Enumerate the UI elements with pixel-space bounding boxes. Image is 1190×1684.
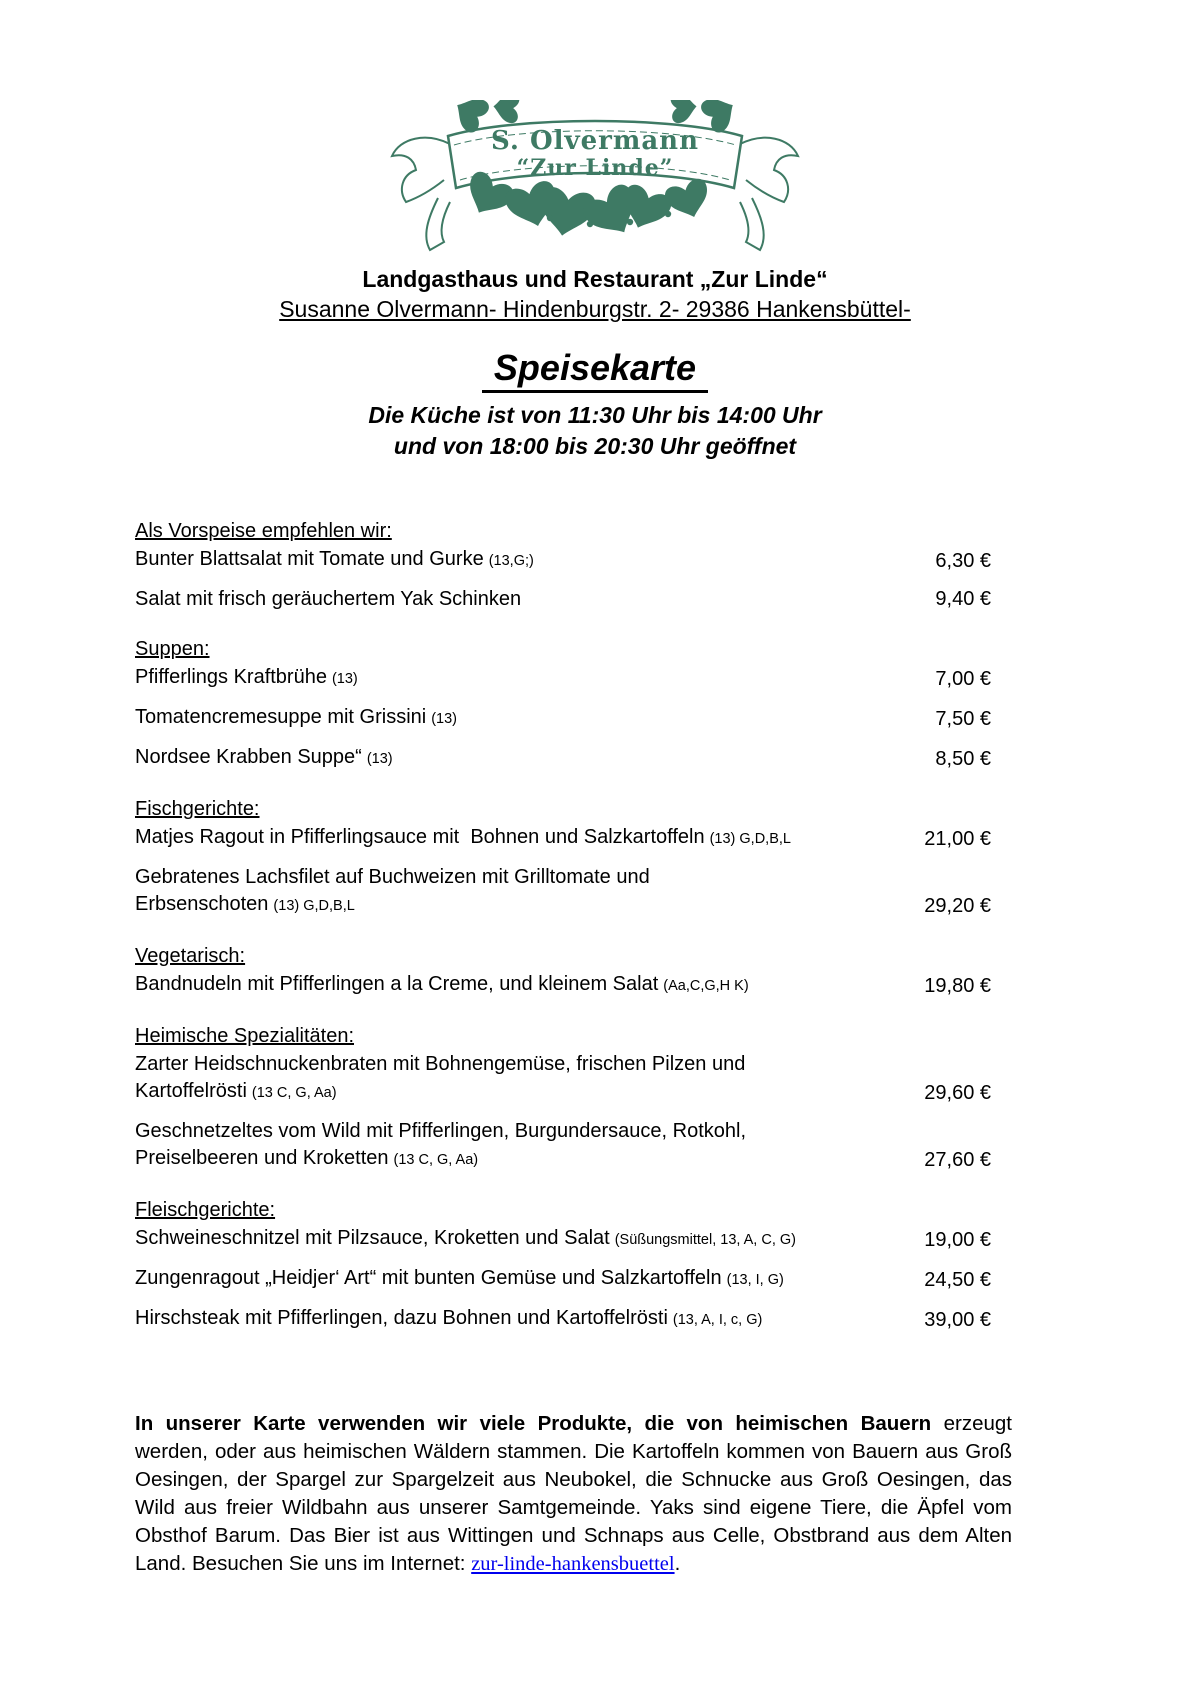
menu-section — [135, 518, 991, 613]
item-line-main: Matjes Ragout in Pfifferlingsauce mit Bohnen und Salzkartoffeln — [135, 826, 705, 848]
item-line — [135, 891, 896, 920]
opening-hours-line1: Die Küche ist von 11:30 Uhr bis 14:00 Uhr — [368, 402, 822, 428]
item-text — [135, 971, 896, 1000]
footer-paragraph — [135, 1410, 1012, 1578]
item-price: 9,40 € — [935, 588, 991, 610]
menu-item-row — [135, 586, 991, 613]
section-heading: Als Vorspeise empfehlen wir: — [135, 520, 392, 542]
restaurant-name: Landgasthaus und Restaurant „Zur Linde“ — [362, 266, 828, 292]
section-items — [135, 1225, 991, 1334]
menu-item-row — [135, 546, 991, 575]
item-allergen-note: (13, A, I, c, G) — [672, 1312, 763, 1328]
item-line-main: Pfifferlings Kraftbrühe — [135, 666, 327, 688]
item-line — [135, 1051, 896, 1078]
item-allergen-note: (13,G;) — [488, 553, 534, 569]
menu-item-row — [135, 744, 991, 773]
item-price: 29,60 € — [924, 1082, 991, 1104]
item-allergen-note: (13, I, G) — [726, 1272, 784, 1288]
item-price: 7,50 € — [935, 708, 991, 730]
item-price: 6,30 € — [935, 550, 991, 572]
item-text — [135, 1265, 896, 1294]
header — [0, 264, 1190, 462]
menu-section — [135, 636, 991, 773]
item-line-main: Schweineschnitzel mit Pilzsauce, Kroketten und Salat — [135, 1227, 610, 1249]
item-text — [135, 1305, 896, 1334]
logo-name-text: S. Olvermann — [491, 126, 699, 156]
menu-section — [135, 943, 991, 1000]
menu-sections — [135, 518, 991, 1334]
menu-item-row — [135, 864, 991, 920]
item-allergen-note: (13 C, G, Aa) — [251, 1085, 337, 1101]
item-line — [135, 824, 896, 853]
website-link[interactable]: zur-linde-hankensbuettel — [471, 1553, 675, 1575]
address-line: Susanne Olvermann- Hindenburgstr. 2- 29386 Hankensbüttel- — [279, 296, 911, 322]
menu-section — [135, 796, 991, 920]
item-price: 19,80 € — [924, 975, 991, 997]
section-items — [135, 546, 991, 613]
item-text — [135, 704, 896, 733]
menu-item-row — [135, 664, 991, 693]
section-heading: Vegetarisch: — [135, 945, 246, 967]
menu-section — [135, 1197, 991, 1334]
item-line — [135, 1225, 896, 1254]
section-heading: Heimische Spezialitäten: — [135, 1025, 354, 1047]
item-price: 39,00 € — [924, 1309, 991, 1331]
item-price: 19,00 € — [924, 1229, 991, 1251]
item-allergen-note: (13 C, G, Aa) — [393, 1152, 479, 1168]
item-line — [135, 664, 896, 693]
item-price: 27,60 € — [924, 1149, 991, 1171]
item-allergen-note: (13) G,D,B,L — [709, 831, 791, 847]
item-line-main: Salat mit frisch geräuchertem Yak Schinken — [135, 588, 522, 610]
item-price: 24,50 € — [924, 1269, 991, 1291]
item-text — [135, 586, 896, 613]
item-line — [135, 864, 896, 891]
item-line-main: Tomatencremesuppe mit Grissini — [135, 706, 427, 728]
item-text — [135, 664, 896, 693]
menu-item-row — [135, 704, 991, 733]
item-line-main: Hirschsteak mit Pfifferlingen, dazu Bohnen und Kartoffelrösti — [135, 1307, 668, 1329]
item-line-main: Preiselbeeren und Kroketten — [135, 1147, 389, 1169]
item-line-main: Erbsenschoten — [135, 893, 269, 915]
item-line-main: Bandnudeln mit Pfifferlingen a la Creme, und kleinem Salat — [135, 973, 659, 995]
item-line — [135, 1078, 896, 1107]
item-line — [135, 1305, 896, 1334]
menu-item-row — [135, 824, 991, 853]
section-items — [135, 664, 991, 773]
item-line-main: Nordsee Krabben Suppe“ — [135, 746, 362, 768]
item-price: 21,00 € — [924, 828, 991, 850]
item-line — [135, 1145, 896, 1174]
item-line — [135, 744, 896, 773]
menu-item-row — [135, 1265, 991, 1294]
item-text — [135, 864, 896, 920]
item-line-main: Gebratenes Lachsfilet auf Buchweizen mit Grilltomate und — [135, 866, 650, 888]
section-items — [135, 971, 991, 1000]
menu-item-row — [135, 1118, 991, 1174]
item-line-main: Geschnetzeltes vom Wild mit Pfifferlingen, Burgundersauce, Rotkohl, — [135, 1120, 747, 1142]
item-price: 29,20 € — [924, 895, 991, 917]
footer-body-text: erzeugt werden, oder aus heimischen Wäldern stammen. Die Kartoffeln kommen von Bauern aus Groß Oesingen, der Spargel zur Spargelzeit aus Neubokel, die Schnucke aus Groß Oesingen, das Wild aus freier Wildbahn aus unserer Samtgemeinde. Yaks sind eigene Tiere, die Äpfel vom Obsthof Barum. Das Bier ist aus Wittingen und Schnaps aus Celle, Obstbrand aus dem Alten Land. Besuchen Sie uns im Internet: — [135, 1412, 1012, 1575]
opening-hours-line2: und von 18:00 bis 20:30 Uhr geöffnet — [393, 433, 797, 459]
item-line — [135, 546, 896, 575]
item-line — [135, 586, 896, 613]
item-text — [135, 1225, 896, 1254]
section-heading: Suppen: — [135, 638, 210, 660]
item-line-main: Zungenragout „Heidjer‘ Art“ mit bunten Gemüse und Salzkartoffeln — [135, 1267, 722, 1289]
item-text — [135, 744, 896, 773]
section-items — [135, 824, 991, 920]
section-items — [135, 1051, 991, 1174]
item-allergen-note: (Aa,C,G,H K) — [663, 978, 749, 994]
footer-period: . — [674, 1552, 681, 1575]
item-allergen-note: (13) — [431, 711, 458, 727]
logo-subtitle-text: “Zur Linde” — [516, 155, 674, 181]
item-text — [135, 1118, 896, 1174]
item-line-main: Kartoffelrösti — [135, 1080, 247, 1102]
item-line — [135, 971, 896, 1000]
item-price: 7,00 € — [935, 668, 991, 690]
item-allergen-note: (Süßungsmittel, 13, A, C, G) — [614, 1232, 797, 1248]
item-text — [135, 1051, 896, 1107]
menu-section — [135, 1023, 991, 1174]
item-text — [135, 824, 896, 853]
item-line-main: Bunter Blattsalat mit Tomate und Gurke — [135, 548, 484, 570]
menu-item-row — [135, 971, 991, 1000]
item-text — [135, 546, 896, 575]
item-line — [135, 704, 896, 733]
item-allergen-note: (13) — [366, 751, 393, 767]
zur-linde-logo-icon — [372, 100, 818, 252]
footer-bold-text: In unserer Karte verwenden wir viele Produkte, die von heimischen Bauern — [135, 1412, 932, 1435]
menu-item-row — [135, 1225, 991, 1254]
page-title: Speisekarte — [482, 348, 708, 393]
item-price: 8,50 € — [935, 748, 991, 770]
logo — [0, 0, 1190, 252]
item-line — [135, 1265, 896, 1294]
item-allergen-note: (13) — [331, 671, 358, 687]
menu-item-row — [135, 1051, 991, 1107]
item-line — [135, 1118, 896, 1145]
item-allergen-note: (13) G,D,B,L — [273, 898, 355, 914]
section-heading: Fischgerichte: — [135, 798, 260, 820]
section-heading: Fleischgerichte: — [135, 1199, 276, 1221]
menu-item-row — [135, 1305, 991, 1334]
item-line-main: Zarter Heidschnuckenbraten mit Bohnengemüse, frischen Pilzen und — [135, 1053, 746, 1075]
